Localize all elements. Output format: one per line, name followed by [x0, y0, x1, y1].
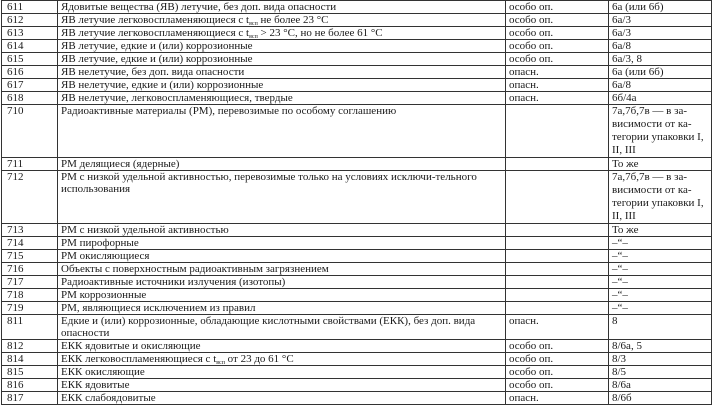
table-row: [2, 14, 712, 27]
row-danger-class: опасн.: [506, 92, 609, 105]
row-code: 718: [2, 289, 58, 302]
row-label-code: 6а/8: [609, 40, 712, 53]
row-label-code: 7а,7б,7в — в за-висимости от ка-тегории упаковки I, II, III: [609, 171, 712, 224]
table-row: [2, 392, 712, 405]
table-row: [2, 105, 712, 158]
row-label-code: То же: [609, 224, 712, 237]
row-label-code: 6а (или 6б): [609, 1, 712, 14]
row-code: 710: [2, 105, 58, 158]
row-danger-class: особо оп.: [506, 340, 609, 353]
row-danger-class: [506, 276, 609, 289]
row-label-code: 8/6а, 5: [609, 340, 712, 353]
row-description: ЕКК ядовитые: [58, 379, 506, 392]
row-label-code: –“–: [609, 276, 712, 289]
row-code: 814: [2, 353, 58, 366]
table-row: [2, 53, 712, 66]
row-description: РМ с низкой удельной активностью, перевозимые только на условиях исключи-тельного использования: [58, 171, 506, 224]
row-description: ЯВ нелетучие, легковоспламеняющиеся, твердые: [58, 92, 506, 105]
row-code: 811: [2, 315, 58, 340]
row-danger-class: особо оп.: [506, 353, 609, 366]
row-code: 715: [2, 250, 58, 263]
row-label-code: 6а/3: [609, 14, 712, 27]
row-danger-class: [506, 105, 609, 158]
row-label-code: 6а/3, 8: [609, 53, 712, 66]
table-row: [2, 92, 712, 105]
row-danger-class: [506, 263, 609, 276]
row-danger-class: [506, 289, 609, 302]
row-label-code: 8: [609, 315, 712, 340]
row-label-code: 7а,7б,7в — в за-висимости от ка-тегории упаковки I, II, III: [609, 105, 712, 158]
table-row: [2, 224, 712, 237]
table-row: [2, 302, 712, 315]
row-code: 719: [2, 302, 58, 315]
row-danger-class: опасн.: [506, 66, 609, 79]
row-code: 615: [2, 53, 58, 66]
row-code: 617: [2, 79, 58, 92]
table-row: [2, 27, 712, 40]
row-code: 817: [2, 392, 58, 405]
table-row: [2, 40, 712, 53]
table-row: [2, 315, 712, 340]
row-description: РМ, являющиеся исключением из правил: [58, 302, 506, 315]
row-danger-class: [506, 250, 609, 263]
row-code: 613: [2, 27, 58, 40]
row-danger-class: опасн.: [506, 79, 609, 92]
table-row: [2, 340, 712, 353]
row-danger-class: опасн.: [506, 315, 609, 340]
row-danger-class: особо оп.: [506, 379, 609, 392]
row-label-code: –“–: [609, 263, 712, 276]
row-danger-class: опасн.: [506, 392, 609, 405]
table-row: [2, 79, 712, 92]
row-description: РМ с низкой удельной активностью: [58, 224, 506, 237]
row-description: РМ окисляющиеся: [58, 250, 506, 263]
row-label-code: 8/6а: [609, 379, 712, 392]
row-danger-class: особо оп.: [506, 27, 609, 40]
row-description: Радиоактивные материалы (РМ), перевозимые по особому соглашению: [58, 105, 506, 158]
row-description: ЕКК слабоядовитые: [58, 392, 506, 405]
row-description: Объекты с поверхностным радиоактивным загрязнением: [58, 263, 506, 276]
row-danger-class: особо оп.: [506, 53, 609, 66]
row-code: 712: [2, 171, 58, 224]
table-row: [2, 289, 712, 302]
row-danger-class: [506, 158, 609, 171]
row-code: 714: [2, 237, 58, 250]
row-label-code: 8/3: [609, 353, 712, 366]
row-label-code: –“–: [609, 237, 712, 250]
table-row: [2, 276, 712, 289]
row-label-code: То же: [609, 158, 712, 171]
table-row: [2, 158, 712, 171]
row-description: ЕКК ядовитые и окисляющие: [58, 340, 506, 353]
row-description: ЕКК легковоспламеняющиеся с $t_{всп}$ от 23 до 61 °C: [58, 353, 506, 366]
row-label-code: 6б/4а: [609, 92, 712, 105]
row-code: 618: [2, 92, 58, 105]
table-row: [2, 237, 712, 250]
row-code: 716: [2, 263, 58, 276]
row-label-code: –“–: [609, 289, 712, 302]
row-description: РМ пирофорные: [58, 237, 506, 250]
row-description: ЕКК окисляющие: [58, 366, 506, 379]
row-code: 611: [2, 1, 58, 14]
row-code: 713: [2, 224, 58, 237]
row-danger-class: особо оп.: [506, 14, 609, 27]
row-code: 614: [2, 40, 58, 53]
row-description: РМ коррозионные: [58, 289, 506, 302]
row-danger-class: особо оп.: [506, 366, 609, 379]
row-label-code: –“–: [609, 250, 712, 263]
row-label-code: –“–: [609, 302, 712, 315]
table-row: [2, 353, 712, 366]
row-code: 717: [2, 276, 58, 289]
row-description: ЯВ нелетучие, едкие и (или) коррозионные: [58, 79, 506, 92]
row-danger-class: [506, 302, 609, 315]
row-description: ЯВ летучие легковоспламеняющиеся с $t_{всп} > 23$ °C, но не более 61 °C: [58, 27, 506, 40]
row-danger-class: [506, 237, 609, 250]
hazard-classification-table: [1, 0, 712, 405]
row-label-code: 6а (или 6б): [609, 66, 712, 79]
row-label-code: 8/5: [609, 366, 712, 379]
row-description: ЯВ летучие легковоспламеняющиеся с $t_{всп}$ не более 23 °C: [58, 14, 506, 27]
row-description: Едкие и (или) коррозионные, обладающие кислотными свойствами (ЕКК), без доп. вида опасности: [58, 315, 506, 340]
table-row: [2, 366, 712, 379]
row-code: 815: [2, 366, 58, 379]
row-danger-class: особо оп.: [506, 1, 609, 14]
row-code: 616: [2, 66, 58, 79]
row-description: Ядовитые вещества (ЯВ) летучие, без доп. вида опасности: [58, 1, 506, 14]
row-description: ЯВ летучие, едкие и (или) коррозионные: [58, 40, 506, 53]
row-danger-class: [506, 171, 609, 224]
row-code: 612: [2, 14, 58, 27]
table-row: [2, 379, 712, 392]
table-row: [2, 263, 712, 276]
row-description: ЯВ летучие, едкие и (или) коррозионные: [58, 53, 506, 66]
row-code: 816: [2, 379, 58, 392]
row-description: Радиоактивные источники излучения (изотопы): [58, 276, 506, 289]
row-description: ЯВ нелетучие, без доп. вида опасности: [58, 66, 506, 79]
table-row: [2, 66, 712, 79]
table-row: [2, 171, 712, 224]
row-danger-class: [506, 224, 609, 237]
row-danger-class: особо оп.: [506, 40, 609, 53]
row-code: 711: [2, 158, 58, 171]
row-label-code: 6а/8: [609, 79, 712, 92]
table-row: [2, 1, 712, 14]
row-code: 812: [2, 340, 58, 353]
row-label-code: 6а/3: [609, 27, 712, 40]
row-description: РМ делящиеся (ядерные): [58, 158, 506, 171]
table-row: [2, 250, 712, 263]
row-label-code: 8/6б: [609, 392, 712, 405]
